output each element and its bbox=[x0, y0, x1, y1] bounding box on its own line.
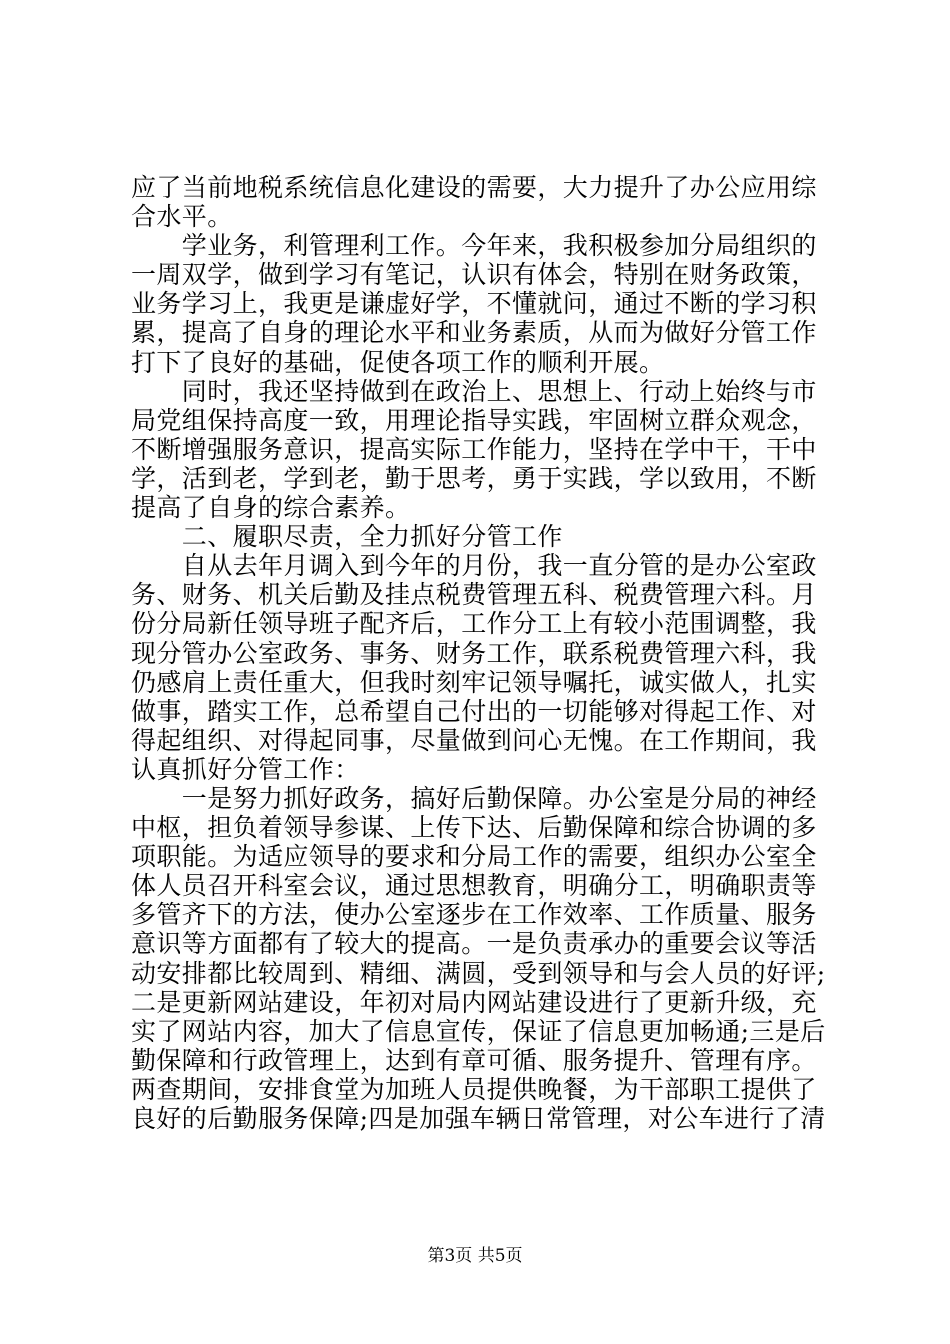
text-line: 应了当前地税系统信息化建设的需要，大力提升了办公应用综 bbox=[131, 173, 817, 202]
page-footer: 第3页 共5页 bbox=[427, 1246, 523, 1266]
text-line: 累，提高了自身的理论水平和业务素质，从而为做好分管工作 bbox=[131, 318, 817, 348]
text-line: 不断增强服务意识，提高实际工作能力，坚持在学中干，干中 bbox=[131, 434, 817, 464]
text-line: 自从去年月调入到今年的月份，我一直分管的是办公室政 bbox=[131, 551, 817, 581]
text-line: 两查期间，安排食堂为加班人员提供晚餐，为干部职工提供了 bbox=[131, 1074, 817, 1104]
text-line: 体人员召开科室会议，通过思想教育，明确分工，明确职责等 bbox=[131, 871, 817, 901]
text-line: 勤保障和行政管理上，达到有章可循、服务提升、管理有序。 bbox=[131, 1045, 817, 1075]
text-line: 实了网站内容，加大了信息宣传，保证了信息更加畅通;三是后 bbox=[131, 1016, 826, 1046]
text-line: 二是更新网站建设，年初对局内网站建设进行了更新升级，充 bbox=[131, 987, 817, 1017]
text-line: 一是努力抓好政务，搞好后勤保障。办公室是分局的神经 bbox=[131, 783, 817, 813]
text-line: 务、财务、机关后勤及挂点税费管理五科、税费管理六科。月 bbox=[131, 580, 817, 610]
text-line: 现分管办公室政务、事务、财务工作，联系税费管理六科，我 bbox=[131, 638, 817, 668]
text-line: 合水平。 bbox=[131, 202, 233, 232]
text-line: 多管齐下的方法，使办公室逐步在工作效率、工作质量、服务 bbox=[131, 900, 817, 930]
text-line: 局党组保持高度一致，用理论指导实践，牢固树立群众观念， bbox=[131, 405, 817, 435]
text-line: 一周双学，做到学习有笔记，认识有体会，特别在财务政策， bbox=[131, 260, 817, 290]
text-line: 项职能。为适应领导的要求和分局工作的需要，组织办公室全 bbox=[131, 842, 817, 872]
text-line: 学，活到老，学到老，勤于思考，勇于实践，学以致用，不断 bbox=[131, 463, 817, 493]
text-line: 做事，踏实工作，总希望自己付出的一切能够对得起工作、对 bbox=[131, 696, 817, 726]
text-line: 业务学习上，我更是谦虚好学，不懂就问，通过不断的学习积 bbox=[131, 289, 817, 319]
text-line: 认真抓好分管工作： bbox=[131, 754, 360, 784]
text-line: 意识等方面都有了较大的提高。一是负责承办的重要会议等活 bbox=[131, 929, 817, 959]
text-line: 打下了良好的基础，促使各项工作的顺利开展。 bbox=[131, 347, 665, 377]
text-line: 得起组织、对得起同事，尽量做到问心无愧。在工作期间，我 bbox=[131, 725, 817, 755]
text-line: 动安排都比较周到、精细、满圆，受到领导和与会人员的好评; bbox=[131, 958, 826, 988]
text-line: 中枢，担负着领导参谋、上传下达、后勤保障和综合协调的多 bbox=[131, 813, 817, 843]
text-line: 同时，我还坚持做到在政治上、思想上、行动上始终与市 bbox=[131, 376, 817, 406]
section-heading: 二、履职尽责，全力抓好分管工作 bbox=[131, 522, 563, 552]
text-line: 良好的后勤服务保障;四是加强车辆日常管理，对公车进行了清 bbox=[131, 1104, 826, 1133]
text-line: 仍感肩上责任重大，但我时刻牢记领导嘱托，诚实做人，扎实 bbox=[131, 667, 817, 697]
text-line: 学业务，利管理利工作。今年来，我积极参加分局组织的 bbox=[131, 231, 817, 261]
text-line: 份分局新任领导班子配齐后，工作分工上有较小范围调整，我 bbox=[131, 609, 817, 639]
body-text bbox=[131, 173, 831, 1133]
text-line: 提高了自身的综合素养。 bbox=[131, 493, 411, 523]
